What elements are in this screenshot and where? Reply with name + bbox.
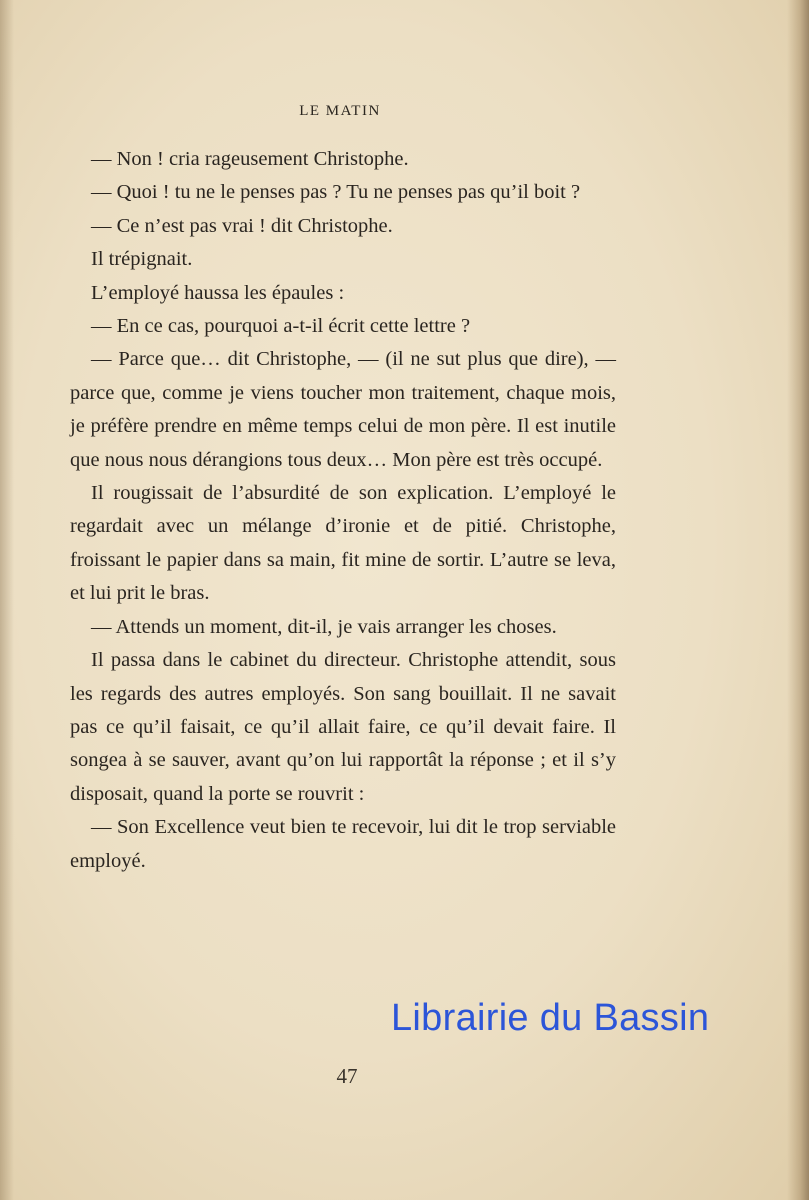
- body-text: [70, 143, 616, 878]
- watermark-text: Librairie du Bassin: [391, 997, 710, 1039]
- paragraph-5: L’employé haussa les épaules :: [91, 281, 345, 304]
- page-number: 47: [336, 1064, 358, 1088]
- paragraph-6: — En ce cas, pourquoi a-t-il écrit cette lettre ?: [91, 315, 471, 338]
- paragraph-3: — Ce n’est pas vrai ! dit Christophe.: [91, 214, 393, 237]
- paragraph-9: — Attends un moment, dit-il, je vais arranger les choses.: [91, 615, 557, 638]
- paragraph-2: — Quoi ! tu ne le penses pas ? Tu ne penses pas qu’il boit ?: [91, 181, 581, 204]
- paragraph-10: Il passa dans le cabinet du directeur. Christophe attendit, sous les regards des autres employés. Son sang bouillait. Il ne savait pas ce qu’il faisait, ce qu’il allait faire, ce qu’il devait faire. Il songea à se sauver, avant qu’on lui rapportât la réponse ; et il s’y disposait, quand la porte se rouvrit :: [70, 649, 616, 805]
- running-head: LE MATIN: [299, 103, 381, 119]
- paragraph-11: — Son Excellence veut bien te recevoir, lui dit le trop serviable employé.: [70, 816, 616, 872]
- paragraph-8: Il rougissait de l’absurdité de son explication. L’employé le regardait avec un mélange d’ironie et de pitié. Christophe, froissant le papier dans sa main, fit mine de sortir. L’autre se leva, et lui prit le bras.: [70, 482, 616, 605]
- page-right-edge-shadow: [787, 0, 809, 1200]
- paragraph-7: — Parce que… dit Christophe, — (il ne sut plus que dire), — parce que, comme je viens toucher mon traitement, chaque mois, je préfère prendre en même temps celui de mon père. Il est inutile que nous nous dérangions tous deux… Mon père est très occupé.: [70, 348, 616, 471]
- paragraph-1: — Non ! cria rageusement Christophe.: [91, 148, 409, 170]
- paragraph-4: Il trépignait.: [91, 248, 193, 271]
- page-left-edge-shadow: [0, 0, 14, 1200]
